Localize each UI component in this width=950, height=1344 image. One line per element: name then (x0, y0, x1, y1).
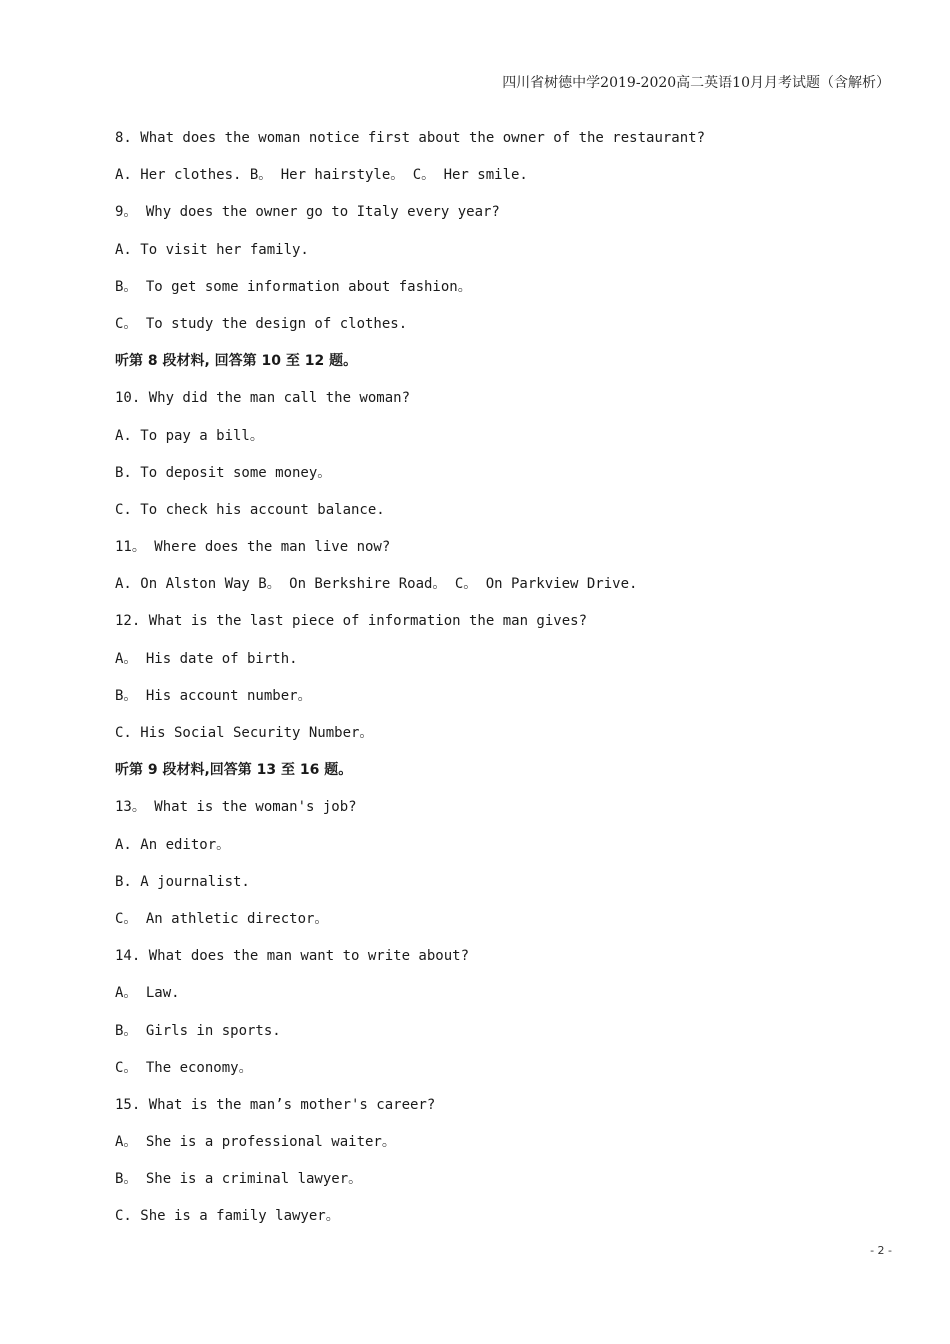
question-9-option-b: B。 To get some information about fashion。 (115, 278, 472, 295)
question-8-options: A. Her clothes. B。 Her hairstyle。 C。 Her smile. (115, 167, 528, 184)
page-header: 四川省树德中学2019-2020高二英语10月月考试题（含解析） (502, 75, 890, 91)
document-body (115, 126, 890, 1242)
question-11: 11。 Where does the man live now? (115, 539, 391, 556)
question-10-option-b: B. To deposit some money。 (115, 464, 332, 481)
question-15-option-a: A。 She is a professional waiter。 (115, 1134, 396, 1151)
question-13: 13。 What is the woman's job? (115, 799, 357, 816)
section-heading-9: 听第 9 段材料,回答第 13 至 16 题。 (115, 762, 353, 779)
question-8: 8. What does the woman notice first about the owner of the restaurant? (115, 130, 706, 146)
question-9-option-a: A. To visit her family. (115, 241, 309, 258)
question-9-option-c: C。 To study the design of clothes. (115, 315, 408, 332)
question-14: 14. What does the man want to write about? (115, 948, 470, 965)
question-15: 15. What is the man’s mother's career? (115, 1096, 436, 1113)
question-9: 9。 Why does the owner go to Italy every year? (115, 204, 500, 221)
section-heading-8: 听第 8 段材料, 回答第 10 至 12 题。 (115, 353, 358, 370)
page-number: - 2 - (870, 1244, 892, 1257)
question-11-options: A. On Alston Way B。 On Berkshire Road。 C。 On Parkview Drive. (115, 576, 638, 593)
question-10: 10. Why did the man call the woman? (115, 390, 411, 407)
question-14-option-b: B。 Girls in sports. (115, 1022, 281, 1039)
question-13-option-c: C。 An athletic director。 (115, 910, 329, 927)
question-12-option-a: A。 His date of birth. (115, 650, 298, 667)
question-12-option-b: B。 His account number。 (115, 687, 312, 704)
question-14-option-c: C。 The economy。 (115, 1059, 253, 1076)
question-10-option-c: C. To check his account balance. (115, 501, 385, 518)
question-10-option-a: A. To pay a bill。 (115, 427, 264, 444)
question-13-option-a: A. An editor。 (115, 836, 231, 853)
question-13-option-b: B. A journalist. (115, 873, 250, 890)
question-12: 12. What is the last piece of information the man gives? (115, 613, 588, 630)
question-12-option-c: C. His Social Security Number。 (115, 725, 374, 741)
question-15-option-c: C. She is a family lawyer。 (115, 1208, 340, 1225)
question-14-option-a: A。 Law. (115, 985, 180, 1002)
question-15-option-b: B。 She is a criminal lawyer。 (115, 1171, 363, 1188)
